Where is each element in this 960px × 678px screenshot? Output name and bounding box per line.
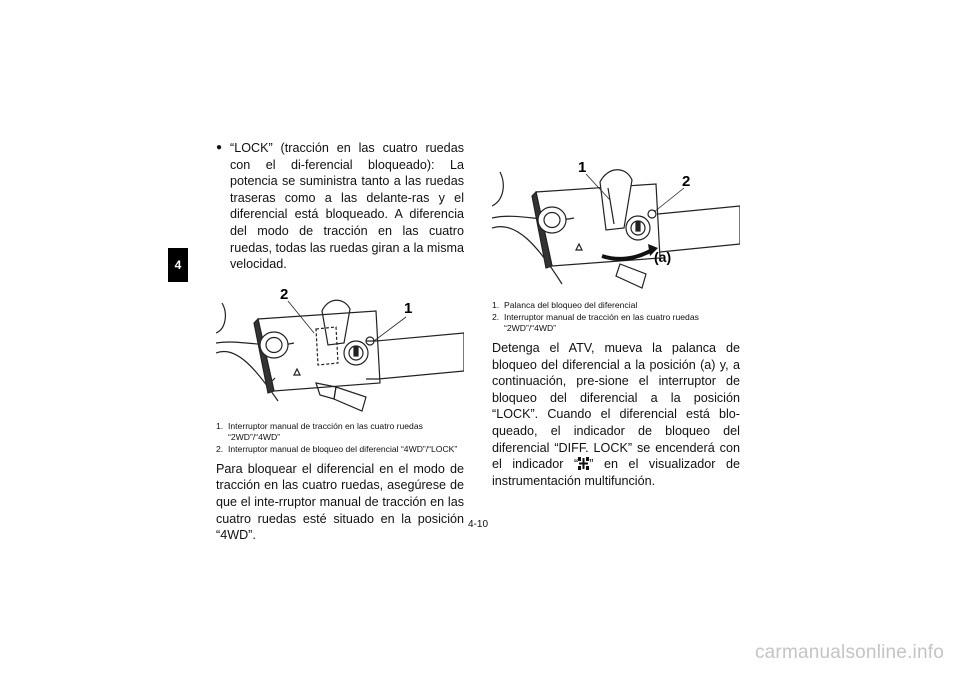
figure-label-1: 1: [578, 159, 587, 176]
left-paragraph: Para bloquear el diferencial en el modo de tracción en las cuatro ruedas, asegúrese de que el inte-rruptor manual de tracción en las cuatro ruedas esté situado en la posición “4WD”.: [216, 461, 464, 543]
figure-label-1: 1: [404, 299, 413, 317]
caption-item: 2. Interruptor manual de tracción en las cuatro ruedas “2WD”/“4WD”: [492, 312, 699, 333]
bullet-text: “LOCK” (tracción en las cuatro ruedas con el di-ferencial bloqueado): La potencia se suministra tanto a las ruedas traseras como a las delante-ras y el diferencial está bloqueado. A diferencia del modo de tracción en las cuatro ruedas, todas las ruedas giran a la misma velocidad.: [230, 141, 464, 272]
figure-label-2: 2: [280, 285, 289, 303]
chapter-tab: 4: [168, 248, 188, 282]
switch-figure-right: [492, 154, 740, 294]
page-number: 4-10: [468, 519, 489, 530]
left-column: [216, 140, 464, 544]
figure-label-2: 2: [682, 173, 691, 190]
switch-figure-left: [216, 283, 464, 415]
caption-item: 2. Interruptor manual de bloqueo del diferencial “4WD”/“LOCK”: [216, 443, 458, 454]
watermark: carmanualsonline.info: [754, 642, 944, 663]
diff-lock-indicator-icon: [578, 457, 589, 470]
bullet-lock-item: [216, 140, 464, 273]
left-captions: [216, 421, 464, 455]
figure-label-a: (a): [654, 249, 672, 265]
caption-item: 1. Interruptor manual de tracción en las cuatro ruedas “2WD”/“4WD”: [216, 420, 423, 442]
diff-lock-lever: [600, 170, 632, 230]
caption-item: 1. Palanca del bloqueo del diferencial: [492, 300, 638, 310]
right-captions: [492, 300, 740, 334]
right-paragraph: Detenga el ATV, mueva la palanca de bloqueo del diferencial a la posición (a) y, a continuación, pre-sione el interruptor de bloqueo del diferencial a la posición “LOCK”. Cuando el diferencial está blo-queado, el indicador de bloqueo del diferencial “DIFF. LOCK” se encenderá con el indicador “ ” en el visualizador de instrumentación multifunción.: [492, 341, 740, 488]
motion-arrow-icon: [602, 250, 652, 259]
bullet-dot-icon: ●: [216, 142, 223, 153]
right-column: [492, 140, 740, 489]
